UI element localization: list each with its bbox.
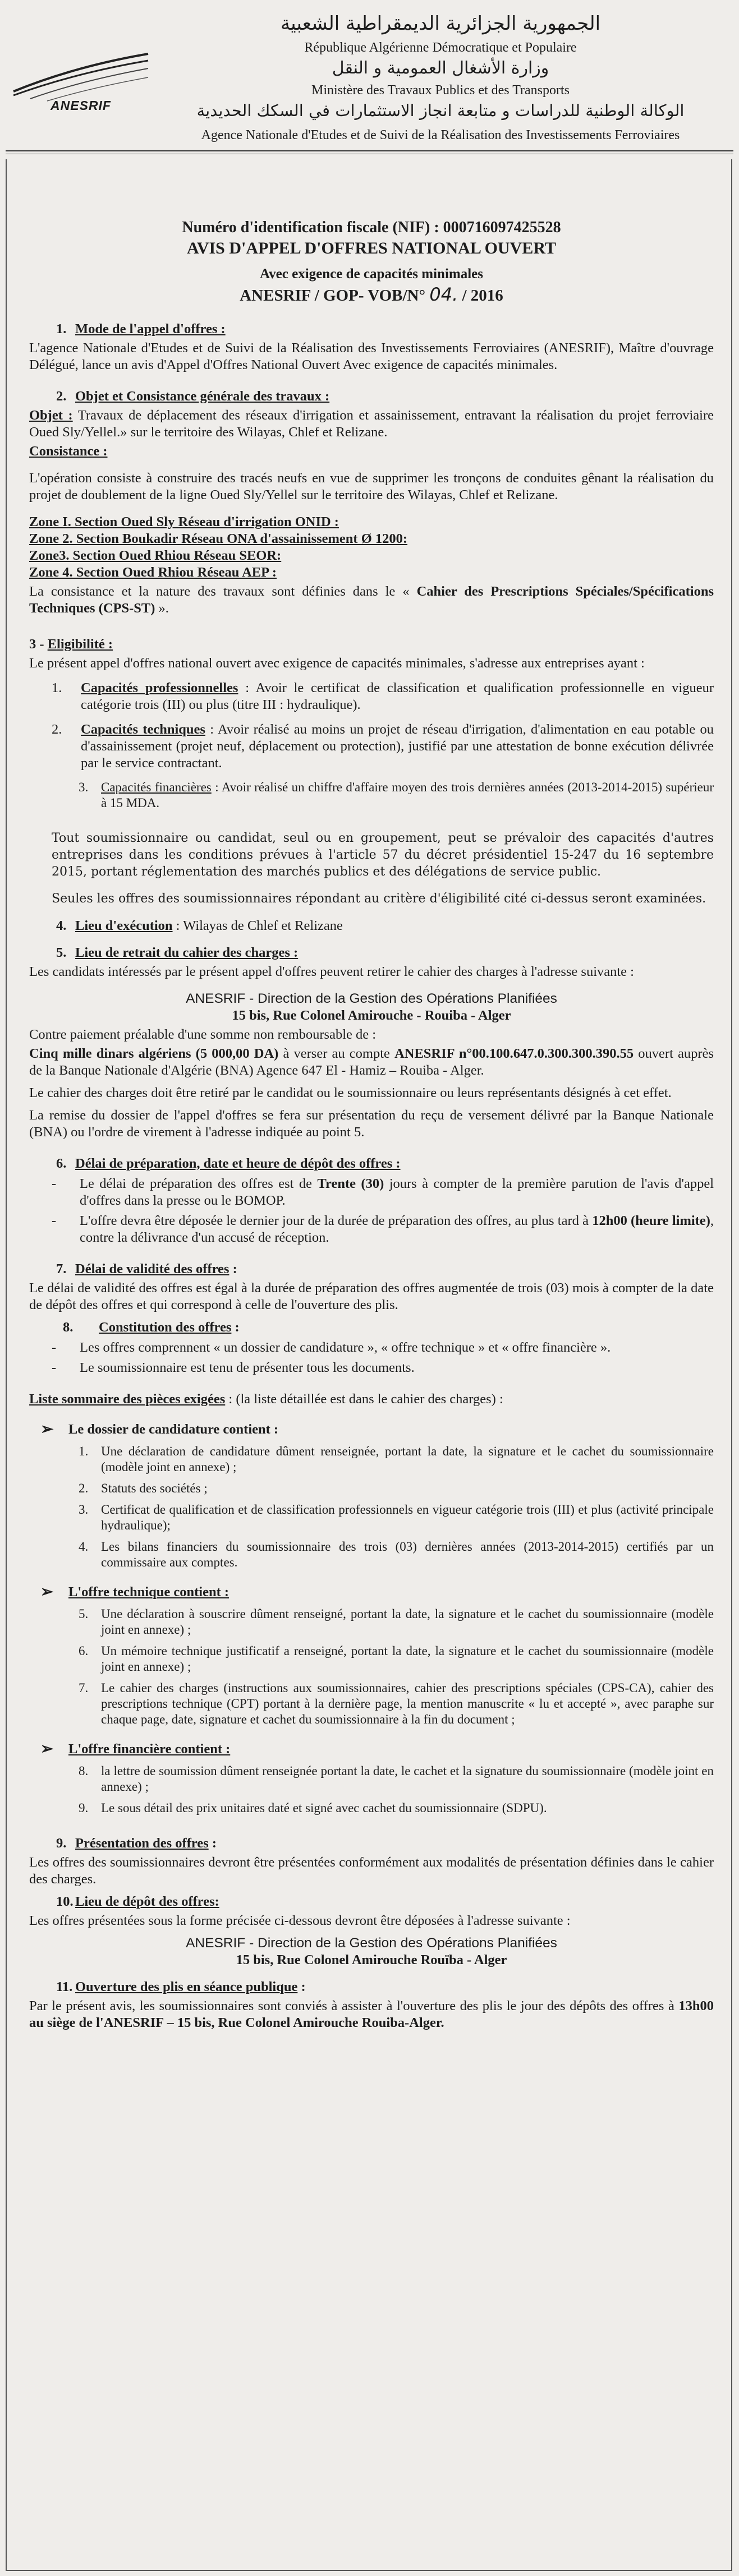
list-item-text: Le cahier des charges (instructions aux soumissionnaires, cahier des prescriptions spéciales (CPS-CA), cahier des prescriptions technique (CPT) portant à la dernière page, la mention manuscrite « lu et accepté », avec paraphe sur chaque page, date, signature et cachet du soumissionnaire à la fin du document ; [101, 1681, 714, 1726]
list-item [29, 1643, 714, 1675]
section-number: 10. [56, 1894, 74, 1909]
section-title: Mode de l'appel d'offres : [75, 321, 226, 337]
notice-subtitle: Avec exigence de capacités minimales [259, 266, 484, 282]
reference-number: 04. [429, 284, 458, 305]
depot-hour: 12h00 (heure limite) [592, 1213, 710, 1228]
list-item [29, 1800, 714, 1816]
section-title-tail: : [297, 1979, 306, 1994]
eligibility-intro: Le présent appel d'offres national ouvert avec exigence de capacités minimales, s'adresse aux entreprises ayant : [29, 656, 645, 671]
header-french-republic: République Algérienne Démocratique et Populaire [304, 40, 577, 55]
section-title: Délai de préparation, date et heure de dépôt des offres : [75, 1156, 401, 1171]
section-title: Ouverture des plis en séance publique [75, 1979, 298, 1994]
notice-reference [29, 284, 714, 306]
technique-list [29, 1606, 714, 1727]
section-title: Eligibilité : [47, 637, 113, 652]
header-french-agency: Agence Nationale d'Etudes et de Suivi de la Réalisation des Investissements Ferroviaires [201, 128, 680, 142]
objet-paragraph [29, 407, 714, 441]
capacity-financial [29, 780, 714, 811]
section-1-text: L'agence Nationale d'Etudes et de Suivi de la Réalisation des Investissements Ferroviaires (ANESRIF), Maître d'ouvrage Délégué, lance un avis d'Appel d'Offres National Ouvert Avec exigence de capacités minimales. [29, 340, 714, 372]
delai-item-2: - L'offre devra être déposée le dernier jour de la durée de préparation des offres, au plus tard à 12h00 (heure limite), contre la délivrance d'un accusé de réception. [52, 1213, 714, 1245]
objet-label: Objet : [29, 408, 73, 423]
zone-3: Zone3. Section Oued Rhiou Réseau SEOR: [29, 548, 282, 563]
header-arabic-agency: الوكالة الوطنية للدراسات و متابعة انجاز الاستثمارات في السكك الحديدية [196, 101, 685, 120]
technique-heading [29, 1584, 714, 1601]
section-title: Présentation des offres [75, 1836, 209, 1851]
list-item-number: 5. [79, 1607, 89, 1621]
financiere-title: L'offre financière contient : [68, 1741, 231, 1757]
constitution-text: Les offres comprennent « un dossier de candidature », « offre technique » et « offre financière ». [80, 1340, 611, 1355]
capacity-technical [29, 721, 714, 772]
capacity-label: Capacités techniques [81, 722, 205, 737]
capacity-professional [29, 680, 714, 713]
constitution-text: Le soumissionnaire est tenu de présenter tous les documents. [80, 1360, 415, 1375]
objet-text: Travaux de déplacement des réseaux d'irrigation et assainissement, entravant la réalisation du projet ferroviaire Oued Sly/Yellel.» sur le territoire des Wilayas, Chlef et Relizane. [29, 408, 714, 440]
compte-text: ouvert auprès de la Banque Nationale d'Algérie (BNA) Agence 647 El - Hamiz – Rouiba - Alger. [29, 1046, 714, 1078]
paiement-line: Contre paiement préalable d'une somme non remboursable de : [29, 1027, 377, 1042]
arrow-icon: ➢ [40, 1583, 54, 1601]
remise-paragraph: La remise du dossier de l'appel d'offres se fera sur présentation du reçu de versement délivré par la Banque Nationale (BNA) ou l'ordre de virement à l'adresse indiquée au point 5. [29, 1108, 714, 1140]
section-9-text: Les offres des soumissionnaires devront être présentées conformément aux modalités de présentation définies dans le cahier des charges. [29, 1855, 714, 1887]
section-number: 4. [56, 918, 67, 933]
list-item-text: Statuts des sociétés ; [101, 1481, 208, 1495]
list-item-number: 7. [79, 1681, 89, 1695]
section-2-heading [29, 388, 714, 405]
zone-2: Zone 2. Section Boukadir Réseau ONA d'assainissement Ø 1200: [29, 531, 408, 546]
financiere-heading [29, 1741, 714, 1758]
section-title: Lieu d'exécution [75, 918, 173, 933]
item-number: 3. [79, 780, 89, 794]
consistance-text: L'opération consiste à construire des tracés neufs en vue de supprimer les tronçons de conduites gênant la réalisation du projet de doublement de la ligne Oued Sly/Yellel sur le territoire des Wilayas, Chlef et Relizane. [29, 471, 714, 503]
section-number: 9. [56, 1836, 67, 1851]
section-number: 1. [56, 321, 67, 337]
list-item-text: la lettre de soumission dûment renseignée portant la date, le cachet et la signature du soumissionnaire (modèle joint en annexe) ; [101, 1764, 714, 1794]
nif-line: Numéro d'identification fiscale (NIF) : 000716097425528 [182, 219, 561, 236]
list-item-text: Les bilans financiers du soumissionnaire des trois (03) dernières années (2013-2014-2015) certifiés par un commissaire aux comptes. [101, 1540, 714, 1569]
list-item-number: 8. [79, 1764, 89, 1778]
nature-cps: Cahier des Prescriptions Spéciales/Spécifications Techniques (CPS-ST) [29, 584, 714, 616]
list-item [29, 1680, 714, 1727]
section-5-text: Les candidats intéressés par le présent appel d'offres peuvent retirer le cahier des charges à l'adresse suivante : [29, 964, 634, 979]
somme-text: à verser au compte [278, 1046, 395, 1061]
delai-text: Le délai de préparation des offres est de [80, 1176, 318, 1191]
list-item [29, 1502, 714, 1533]
notice-title: AVIS D'APPEL D'OFFRES NATIONAL OUVERT [187, 239, 556, 257]
section-title-tail: : [231, 1320, 240, 1335]
section-11-heading [29, 1979, 714, 1996]
list-item-text: Certificat de qualification et de classification professionnels en vigueur catégorie trois (III) et plus (activité principale hydraulique); [101, 1503, 714, 1532]
technique-title: L'offre technique contient : [68, 1584, 229, 1600]
section-title: Lieu de retrait du cahier des charges : [75, 945, 299, 960]
section-number: 3 - [29, 637, 44, 652]
capacity-text: : Avoir le certificat de classification et qualification professionnelle en vigueur catégorie trois (III) ou plus (titre III : hydraulique). [81, 680, 714, 712]
depot-address-line-2: 15 bis, Rue Colonel Amirouche Rouïba - Alger [236, 1952, 507, 1967]
section-5-heading [29, 944, 714, 961]
nature-end: ». [155, 601, 169, 616]
section-8-heading [29, 1319, 714, 1336]
section-title: Objet et Consistance générale des travaux : [75, 389, 330, 404]
list-item [29, 1539, 714, 1570]
section-7-heading [29, 1261, 714, 1278]
arrow-icon: ➢ [40, 1421, 54, 1438]
section-title: Lieu de dépôt des offres: [75, 1894, 219, 1909]
section-number: 11. [56, 1979, 73, 1994]
compte-number: ANESRIF n°00.100.647.0.300.300.390.55 [394, 1046, 634, 1061]
section-11-text [29, 1998, 714, 2031]
item-number: 1. [52, 680, 62, 695]
section-title: Constitution des offres [99, 1320, 232, 1335]
list-item-text: Le sous détail des prix unitaires daté et signé avec cachet du soumissionnaire (SDPU). [101, 1801, 547, 1815]
somme-paragraph [29, 1045, 714, 1079]
section-title-tail: : [229, 1261, 237, 1277]
section-title-tail: : [208, 1836, 217, 1851]
section-4-text: : Wilayas de Chlef et Relizane [172, 918, 343, 933]
list-item-number: 2. [79, 1481, 89, 1495]
logo-text: ANESRIF [51, 98, 111, 113]
depot-text: L'offre devra être déposée le dernier jour de la durée de préparation des offres, au plus tard à [80, 1213, 593, 1228]
capacity-label: Capacités financières [101, 780, 212, 794]
list-item-number: 1. [79, 1444, 89, 1458]
nature-paragraph [29, 583, 714, 617]
candidature-title: Le dossier de candidature contient : [68, 1422, 279, 1437]
section-6-heading [29, 1155, 714, 1172]
delai-text-end: jours à compter de la première parution de l'avis d'appel d'offres dans la presse ou le BOMOP. [80, 1176, 714, 1208]
section-title: Délai de validité des offres [75, 1261, 229, 1277]
candidature-list [29, 1444, 714, 1570]
list-item-number: 6. [79, 1644, 89, 1658]
liste-title: Liste sommaire des pièces exigées [29, 1391, 226, 1407]
depot-address-line-1: ANESRIF - Direction de la Gestion des Opérations Planifiées [186, 1936, 557, 1951]
candidature-heading [29, 1421, 714, 1438]
capacity-label: Capacités professionnelles [81, 680, 238, 695]
consistance-label: Consistance : [29, 444, 108, 459]
liste-heading [29, 1391, 714, 1408]
list-item [29, 1444, 714, 1475]
reference-prefix: ANESRIF / GOP- VOB/N° [240, 287, 426, 305]
section-number: 8. [63, 1320, 74, 1335]
header-rule [6, 150, 733, 151]
section-3-heading [29, 636, 714, 653]
section-4 [29, 918, 714, 934]
list-item [29, 1763, 714, 1795]
ouverture-text: Par le présent avis, les soumissionnaires sont conviés à assister à l'ouverture des plis le jour des dépôts des offres à [29, 1998, 679, 2013]
constitution-item-2: - Le soumissionnaire est tenu de présenter tous les documents. [52, 1360, 415, 1375]
capacity-text: : Avoir réalisé un chiffre d'affaire moyen des trois dernières années (2013-2014-2015) supérieur à 15 MDA. [101, 780, 714, 810]
header-french-ministry: Ministère des Travaux Publics et des Transports [311, 83, 570, 98]
section-7-text: Le délai de validité des offres est égal à la durée de préparation des offres augmentée de trois (03) mois à compter de la date de dépôt des offres et qui correspond à celle de l'ouverture des plis. [29, 1280, 714, 1312]
list-item-text: Un mémoire technique justificatif a renseigné, portant la date, la signature et le cachet du soumissionnaire (modèle joint en annexe) ; [101, 1644, 714, 1674]
capacity-text: : Avoir réalisé au moins un projet de réseau d'irrigation, d'alimentation en eau potable ou d'assainissement (projet neuf, déplacement ou protection), justifié par une attestation de bonne exécution délivrée par le service contractant. [81, 722, 714, 771]
retrait-paragraph: Le cahier des charges doit être retiré par le candidat ou le soumissionnaire ou leurs représentants désignés à cet effet. [29, 1085, 672, 1100]
delai-item-1: - Le délai de préparation des offres est de Trente (30) jours à compter de la première parution de l'avis d'appel d'offres dans la presse ou le BOMOP. [52, 1176, 714, 1208]
seules-paragraph: Seules les offres des soumissionnaires répondant au critère d'éligibilité cité ci-dessus seront examinées. [52, 892, 706, 906]
list-item-text: Une déclaration à souscrire dûment renseigné, portant la date, la signature et le cachet du soumissionnaire (modèle joint en annexe) ; [101, 1607, 714, 1637]
groupement-paragraph: Tout soumissionnaire ou candidat, seul ou en groupement, peut se prévaloir des capacités d'autres entreprises dans les conditions prévues à l'article 57 du décret présidentiel 15-247 du 16 septembre 2015, portant réglementation des marchés publics et des délégations de service public. [52, 831, 714, 879]
liste-title-tail: : (la liste détaillée est dans le cahier des charges) : [225, 1391, 503, 1407]
list-item-number: 4. [79, 1540, 89, 1554]
list-item-number: 9. [79, 1801, 89, 1815]
retrait-address-line-1: ANESRIF - Direction de la Gestion des Opérations Planifiées [186, 991, 557, 1006]
header-arabic-republic: الجمهورية الجزائرية الديمقراطية الشعبية [280, 12, 601, 35]
list-item [29, 1481, 714, 1496]
section-10-heading [29, 1893, 714, 1910]
constitution-item-1: - Les offres comprennent « un dossier de candidature », « offre technique » et « offre financière ». [52, 1340, 611, 1355]
list-item-text: Une déclaration de candidature dûment renseignée, portant la date, la signature et le cachet du soumissionnaire (modèle joint en annexe) ; [101, 1444, 714, 1474]
letterhead [0, 0, 739, 168]
section-number: 6. [56, 1156, 67, 1171]
list-item-number: 3. [79, 1503, 89, 1517]
title-block [29, 218, 714, 306]
section-1-heading [29, 321, 714, 338]
list-item [29, 1606, 714, 1638]
nature-text: La consistance et la nature des travaux sont définies dans le « [29, 584, 417, 599]
anesrif-logo [8, 33, 154, 128]
zone-1: Zone I. Section Oued Sly Réseau d'irrigation ONID : [29, 514, 339, 529]
notice-body [29, 218, 714, 2034]
section-9-heading [29, 1835, 714, 1852]
section-number: 5. [56, 945, 67, 960]
ouverture-time-place: 13h00 au siège de l'ANESRIF – 15 bis, Rue Colonel Amirouche Rouiba-Alger. [29, 1998, 714, 2030]
retrait-address-line-2: 15 bis, Rue Colonel Amirouche - Rouiba - Alger [232, 1008, 511, 1023]
somme-amount: Cinq mille dinars algériens (5 000,00 DA) [29, 1046, 279, 1061]
delai-days: Trente (30) [317, 1176, 384, 1191]
header-arabic-ministry: وزارة الأشغال العمومية و النقل [332, 58, 549, 78]
depot-text-end: , contre la délivrance d'un accusé de réception. [80, 1213, 714, 1245]
item-number: 2. [52, 722, 62, 737]
zone-4: Zone 4. Section Oued Rhiou Réseau AEP : [29, 565, 277, 580]
arrow-icon: ➢ [40, 1740, 54, 1758]
section-10-text: Les offres présentées sous la forme précisée ci-dessous devront être déposées à l'adresse suivante : [29, 1913, 571, 1928]
section-number: 2. [56, 389, 67, 404]
financiere-list [29, 1763, 714, 1816]
section-number: 7. [56, 1261, 67, 1277]
reference-suffix: / 2016 [462, 287, 503, 305]
